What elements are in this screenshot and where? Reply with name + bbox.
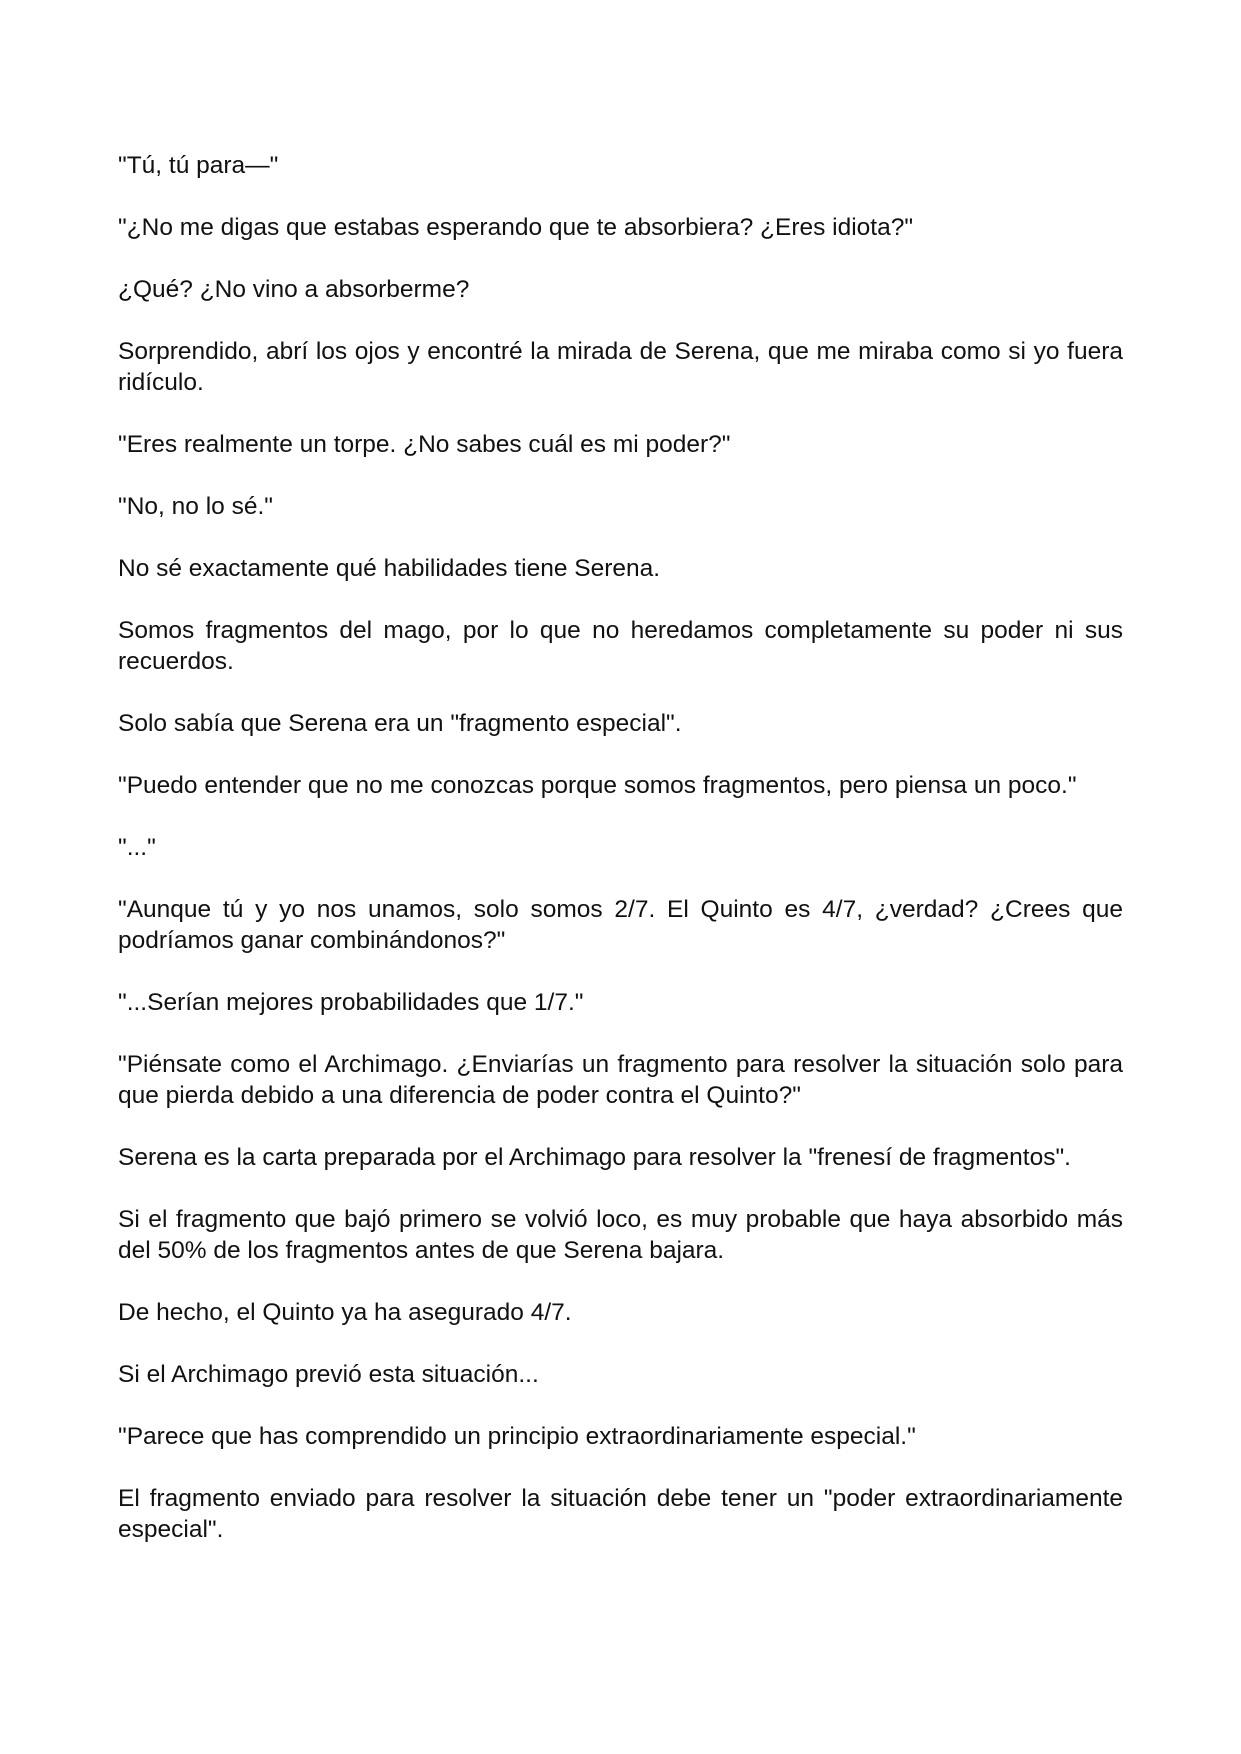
paragraph: "¿No me digas que estabas esperando que te absorbiera? ¿Eres idiota?"	[118, 214, 914, 241]
paragraph: ¿Qué? ¿No vino a absorberme?	[118, 276, 470, 303]
paragraph: No sé exactamente qué habilidades tiene Serena.	[118, 555, 661, 582]
paragraph: "Tú, tú para—"	[118, 152, 279, 179]
document-page	[118, 150, 1123, 1576]
paragraph: Si el Archimago previó esta situación...	[118, 1361, 539, 1388]
paragraph: "...Serían mejores probabilidades que 1/7."	[118, 989, 584, 1016]
paragraph: "Piénsate como el Archimago. ¿Enviarías un fragmento para resolver la situación solo para que pierda debido a una diferencia de poder contra el Quinto?"	[118, 1051, 1123, 1109]
paragraph: "Eres realmente un torpe. ¿No sabes cuál es mi poder?"	[118, 431, 731, 458]
paragraph: Sorprendido, abrí los ojos y encontré la mirada de Serena, que me miraba como si yo fuera ridículo.	[118, 338, 1123, 396]
paragraph: Solo sabía que Serena era un "fragmento especial".	[118, 710, 682, 737]
paragraph: Si el fragmento que bajó primero se volvió loco, es muy probable que haya absorbido más del 50% de los fragmentos antes de que Serena bajara.	[118, 1206, 1123, 1264]
paragraph: "No, no lo sé."	[118, 493, 273, 520]
paragraph: "Parece que has comprendido un principio extraordinariamente especial."	[118, 1423, 916, 1450]
paragraph: El fragmento enviado para resolver la situación debe tener un "poder extraordinariamente especial".	[118, 1485, 1123, 1543]
paragraph: De hecho, el Quinto ya ha asegurado 4/7.	[118, 1299, 572, 1326]
paragraph: "Aunque tú y yo nos unamos, solo somos 2/7. El Quinto es 4/7, ¿verdad? ¿Crees que podríamos ganar combinándonos?"	[118, 896, 1123, 954]
paragraph: "Puedo entender que no me conozcas porque somos fragmentos, pero piensa un poco."	[118, 772, 1077, 799]
paragraph: Serena es la carta preparada por el Archimago para resolver la "frenesí de fragmentos".	[118, 1144, 1071, 1171]
paragraph: Somos fragmentos del mago, por lo que no heredamos completamente su poder ni sus recuerdos.	[118, 617, 1123, 675]
paragraph: "..."	[118, 834, 156, 861]
